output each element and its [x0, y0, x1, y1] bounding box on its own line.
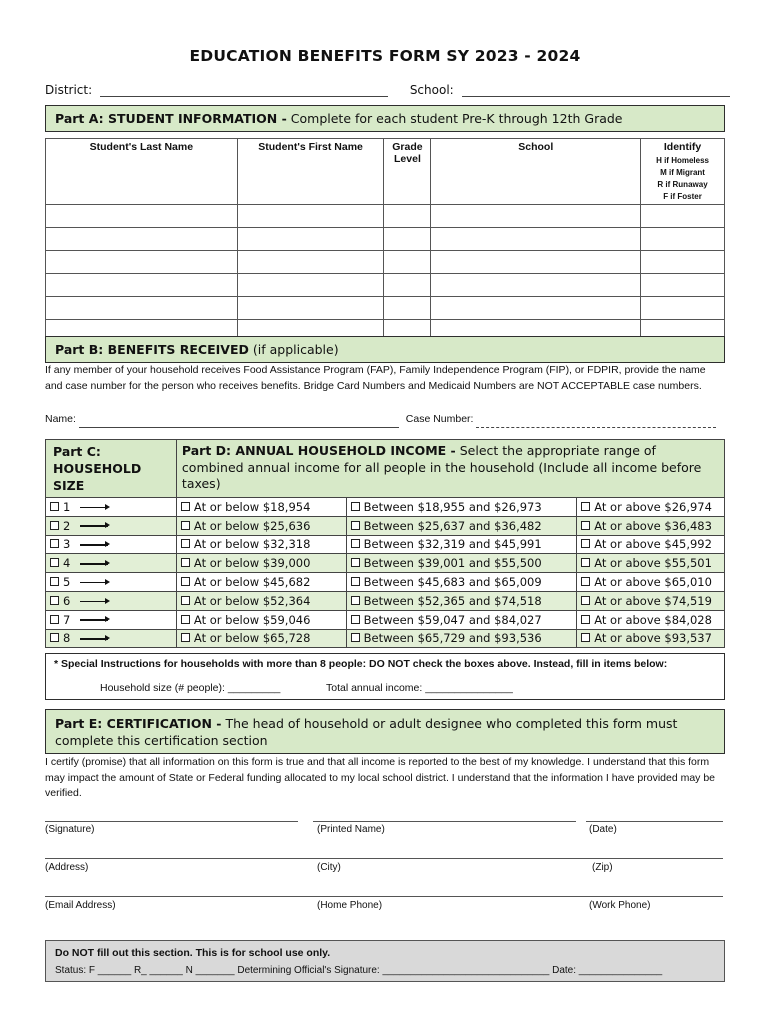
household-size-cell[interactable]: [46, 498, 177, 517]
arrow-right-icon: [80, 601, 108, 603]
checkbox-icon[interactable]: [581, 558, 590, 567]
income-low: At or below $65,728: [193, 631, 311, 646]
checkbox-icon[interactable]: [581, 502, 590, 511]
cell[interactable]: [237, 228, 384, 251]
income-mid-cell[interactable]: [346, 591, 577, 610]
total-income-field[interactable]: Total annual income: _______________: [326, 682, 513, 694]
income-mid: Between $52,365 and $74,518: [363, 593, 542, 608]
checkbox-icon[interactable]: [351, 521, 360, 530]
printed-name-label: (Printed Name): [317, 824, 385, 835]
school-use-heading: Do NOT fill out this section. This is for school use only.: [55, 947, 331, 959]
name-label: Name:: [45, 413, 76, 425]
cell[interactable]: [46, 205, 238, 228]
income-low-cell[interactable]: [176, 535, 346, 554]
household-size: 4: [63, 556, 71, 571]
household-size: 6: [63, 593, 71, 608]
col-school: School: [431, 139, 641, 205]
income-low-cell[interactable]: [176, 554, 346, 573]
cell[interactable]: [46, 274, 238, 297]
income-high-cell[interactable]: [577, 498, 725, 517]
income-high-cell[interactable]: [577, 629, 725, 648]
income-mid-cell[interactable]: [346, 535, 577, 554]
checkbox-icon[interactable]: [50, 615, 59, 624]
school-label: School:: [409, 83, 454, 97]
col-first-name: Student's First Name: [237, 139, 384, 205]
cell[interactable]: [431, 251, 641, 274]
cell[interactable]: [641, 228, 725, 251]
arrow-right-icon: [80, 525, 108, 527]
income-mid: Between $59,047 and $84,027: [363, 612, 542, 627]
address-line[interactable]: [45, 858, 723, 859]
income-high: At or above $26,974: [594, 499, 712, 514]
part-e-heading: Part E: CERTIFICATION -: [55, 716, 222, 731]
cell[interactable]: [384, 205, 431, 228]
household-size: 2: [63, 518, 71, 533]
income-low-cell[interactable]: [176, 573, 346, 592]
part-b-fields: [45, 412, 725, 428]
income-low: At or below $59,046: [193, 612, 311, 627]
checkbox-icon[interactable]: [351, 596, 360, 605]
income-high-cell[interactable]: [577, 516, 725, 535]
student-table: [45, 138, 725, 343]
household-size: 1: [63, 499, 71, 514]
checkbox-icon[interactable]: [181, 521, 190, 530]
income-high: At or above $84,028: [594, 612, 712, 627]
household-size-cell[interactable]: [46, 516, 177, 535]
income-mid-cell[interactable]: [346, 498, 577, 517]
income-row: [46, 573, 725, 592]
income-mid: Between $18,955 and $26,973: [363, 499, 542, 514]
cell[interactable]: [431, 205, 641, 228]
case-number-field[interactable]: [476, 417, 716, 428]
income-row: [46, 629, 725, 648]
checkbox-icon[interactable]: [50, 633, 59, 642]
income-low-cell[interactable]: [176, 629, 346, 648]
part-d-heading: Part D: ANNUAL HOUSEHOLD INCOME -: [181, 443, 456, 458]
income-row: [46, 610, 725, 629]
checkbox-icon[interactable]: [351, 577, 360, 586]
checkbox-icon[interactable]: [351, 539, 360, 548]
part-a-subheading: Complete for each student Pre-K through 12th Grade: [290, 111, 623, 126]
certification-text: I certify (promise) that all information on this form is true and that all income is reported to the best of my knowledge. I understand that this form may impact the amount of State or Federal funding allocated to my local school district. I understand that the information I have provided may be verified.: [45, 756, 716, 799]
household-size-cell[interactable]: [46, 610, 177, 629]
income-low: At or below $52,364: [193, 593, 311, 608]
note-homeless: H if Homeless: [656, 156, 709, 165]
income-row: [46, 535, 725, 554]
cell[interactable]: [237, 274, 384, 297]
cell[interactable]: [641, 251, 725, 274]
part-b-subheading: (if applicable): [252, 342, 339, 357]
income-low: At or below $32,318: [193, 537, 311, 552]
cell[interactable]: [384, 251, 431, 274]
identify-notes: [642, 155, 723, 203]
income-mid-cell[interactable]: [346, 573, 577, 592]
checkbox-icon[interactable]: [181, 596, 190, 605]
arrow-right-icon: [80, 563, 108, 565]
income-row: [46, 516, 725, 535]
special-instructions: [45, 653, 725, 700]
household-size-cell[interactable]: [46, 591, 177, 610]
district-school-row: [45, 83, 730, 97]
cell[interactable]: [431, 297, 641, 320]
cell[interactable]: [237, 205, 384, 228]
checkbox-icon[interactable]: [50, 558, 59, 567]
contact-line[interactable]: [45, 896, 723, 897]
part-b-text: If any member of your household receives Food Assistance Program (FAP), Family Independence Program (FIP), or FDPIR, provide the name and case number for the person who receives benefits. Bridge Card Numbers and Medicaid Numbers are NOT ACCEPTABLE case numbers.: [45, 364, 706, 392]
household-size-cell[interactable]: [46, 629, 177, 648]
household-size: 5: [63, 575, 71, 590]
student-row: [46, 228, 725, 251]
checkbox-icon[interactable]: [581, 596, 590, 605]
income-low-cell[interactable]: [176, 516, 346, 535]
student-row: [46, 205, 725, 228]
income-mid: Between $39,001 and $55,500: [363, 556, 542, 571]
checkbox-icon[interactable]: [181, 577, 190, 586]
household-size: 7: [63, 612, 71, 627]
cell[interactable]: [384, 228, 431, 251]
income-mid-cell[interactable]: [346, 516, 577, 535]
household-size: 3: [63, 537, 71, 552]
part-b-heading: Part B: BENEFITS RECEIVED: [55, 342, 249, 357]
income-high-cell[interactable]: [577, 554, 725, 573]
checkbox-icon[interactable]: [181, 558, 190, 567]
part-d-header: [176, 440, 724, 498]
email-label: (Email Address): [45, 900, 116, 911]
income-high: At or above $55,501: [594, 556, 712, 571]
student-row: [46, 251, 725, 274]
part-b-header: [45, 336, 725, 363]
checkbox-icon[interactable]: [181, 539, 190, 548]
checkbox-icon[interactable]: [50, 577, 59, 586]
income-low: At or below $39,000: [193, 556, 311, 571]
checkbox-icon[interactable]: [351, 558, 360, 567]
household-size-field[interactable]: Household size (# people): _________: [100, 682, 281, 694]
checkbox-icon[interactable]: [581, 577, 590, 586]
income-low-cell[interactable]: [176, 498, 346, 517]
checkbox-icon[interactable]: [581, 539, 590, 548]
income-low-cell[interactable]: [176, 591, 346, 610]
income-high: At or above $45,992: [594, 537, 712, 552]
income-high: At or above $93,537: [594, 631, 712, 646]
arrow-right-icon: [80, 507, 108, 509]
income-high: At or above $74,519: [594, 593, 712, 608]
signature-label: (Signature): [45, 824, 95, 835]
income-high-cell[interactable]: [577, 535, 725, 554]
checkbox-icon[interactable]: [581, 633, 590, 642]
checkbox-icon[interactable]: [581, 615, 590, 624]
income-mid: Between $25,637 and $36,482: [363, 518, 542, 533]
col-last-name: Student's Last Name: [46, 139, 238, 205]
income-high-cell[interactable]: [577, 610, 725, 629]
part-e-subheading: The head of household or adult designee who completed this form must complete this certification section: [55, 716, 678, 748]
checkbox-icon[interactable]: [181, 615, 190, 624]
student-row: [46, 274, 725, 297]
arrow-right-icon: [80, 582, 108, 584]
cell[interactable]: [431, 228, 641, 251]
zip-label: (Zip): [592, 862, 613, 873]
cell[interactable]: [237, 297, 384, 320]
checkbox-icon[interactable]: [351, 615, 360, 624]
income-row: [46, 498, 725, 517]
col-grade: Grade Level: [384, 139, 431, 205]
arrow-right-icon: [80, 638, 108, 640]
income-mid: Between $32,319 and $45,991: [363, 537, 542, 552]
income-high: At or above $36,483: [594, 518, 712, 533]
part-a-header: [45, 105, 725, 132]
note-foster: F if Foster: [663, 192, 702, 201]
arrow-right-icon: [80, 619, 108, 621]
home-phone-label: (Home Phone): [317, 900, 383, 911]
city-label: (City): [317, 862, 341, 873]
income-low: At or below $45,682: [193, 575, 311, 590]
household-size-cell[interactable]: [46, 554, 177, 573]
district-field[interactable]: [100, 84, 388, 97]
col-identify: [641, 139, 725, 205]
cell[interactable]: [384, 274, 431, 297]
checkbox-icon[interactable]: [351, 633, 360, 642]
cell[interactable]: [46, 251, 238, 274]
income-table: [45, 439, 725, 648]
cell[interactable]: [641, 205, 725, 228]
income-mid-cell[interactable]: [346, 554, 577, 573]
household-size: 8: [63, 631, 71, 646]
work-phone-label: (Work Phone): [589, 900, 651, 911]
form-title: EDUCATION BENEFITS FORM SY 2023 - 2024: [189, 47, 581, 65]
school-field[interactable]: [462, 84, 730, 97]
cell[interactable]: [384, 297, 431, 320]
address-label: (Address): [45, 862, 89, 873]
cell[interactable]: [46, 297, 238, 320]
cell[interactable]: [431, 274, 641, 297]
income-low-cell[interactable]: [176, 610, 346, 629]
household-size-cell[interactable]: [46, 573, 177, 592]
income-low: At or below $25,636: [193, 518, 311, 533]
income-mid: Between $45,683 and $65,009: [363, 575, 542, 590]
school-use-status: Status: F ______ R_ ______ N _______ Determining Official's Signature: ______________________________ Date: _______________: [55, 965, 663, 976]
checkbox-icon[interactable]: [181, 633, 190, 642]
signature-line[interactable]: [45, 821, 298, 822]
date-line[interactable]: [586, 821, 723, 822]
checkbox-icon[interactable]: [351, 502, 360, 511]
district-label: District:: [45, 83, 93, 97]
printed-name-line[interactable]: [313, 821, 576, 822]
special-text: * Special Instructions for households with more than 8 people: DO NOT check the boxes above. Instead, fill in items below:: [54, 658, 668, 670]
arrow-right-icon: [80, 544, 108, 546]
date-label: (Date): [589, 824, 617, 835]
note-migrant: M if Migrant: [660, 168, 705, 177]
cell[interactable]: [237, 251, 384, 274]
income-high-cell[interactable]: [577, 573, 725, 592]
cell[interactable]: [46, 228, 238, 251]
part-d-subheading: Select the appropriate range of combined annual income for all people in the household (Include all income before taxes): [181, 443, 702, 491]
cell[interactable]: [641, 297, 725, 320]
income-high: At or above $65,010: [594, 575, 712, 590]
income-row: [46, 554, 725, 573]
note-runaway: R if Runaway: [657, 180, 708, 189]
part-c-heading: Part C: HOUSEHOLD SIZE: [53, 444, 142, 493]
part-c-header: [46, 440, 177, 498]
checkbox-icon[interactable]: [50, 521, 59, 530]
income-mid-cell[interactable]: [346, 629, 577, 648]
part-a-heading: Part A: STUDENT INFORMATION -: [55, 111, 287, 126]
case-number-label: Case Number:: [405, 413, 474, 425]
identify-title: Identify: [663, 141, 702, 153]
income-mid-cell[interactable]: [346, 610, 577, 629]
checkbox-icon[interactable]: [50, 502, 59, 511]
income-mid: Between $65,729 and $93,536: [363, 631, 542, 646]
checkbox-icon[interactable]: [50, 539, 59, 548]
income-row: [46, 591, 725, 610]
school-use-box: [45, 940, 725, 982]
income-low: At or below $18,954: [193, 499, 311, 514]
student-row: [46, 297, 725, 320]
household-size-cell[interactable]: [46, 535, 177, 554]
name-field[interactable]: [79, 417, 399, 428]
income-high-cell[interactable]: [577, 591, 725, 610]
checkbox-icon[interactable]: [581, 521, 590, 530]
part-e-header: [45, 709, 725, 754]
checkbox-icon[interactable]: [50, 596, 59, 605]
cell[interactable]: [641, 274, 725, 297]
checkbox-icon[interactable]: [181, 502, 190, 511]
